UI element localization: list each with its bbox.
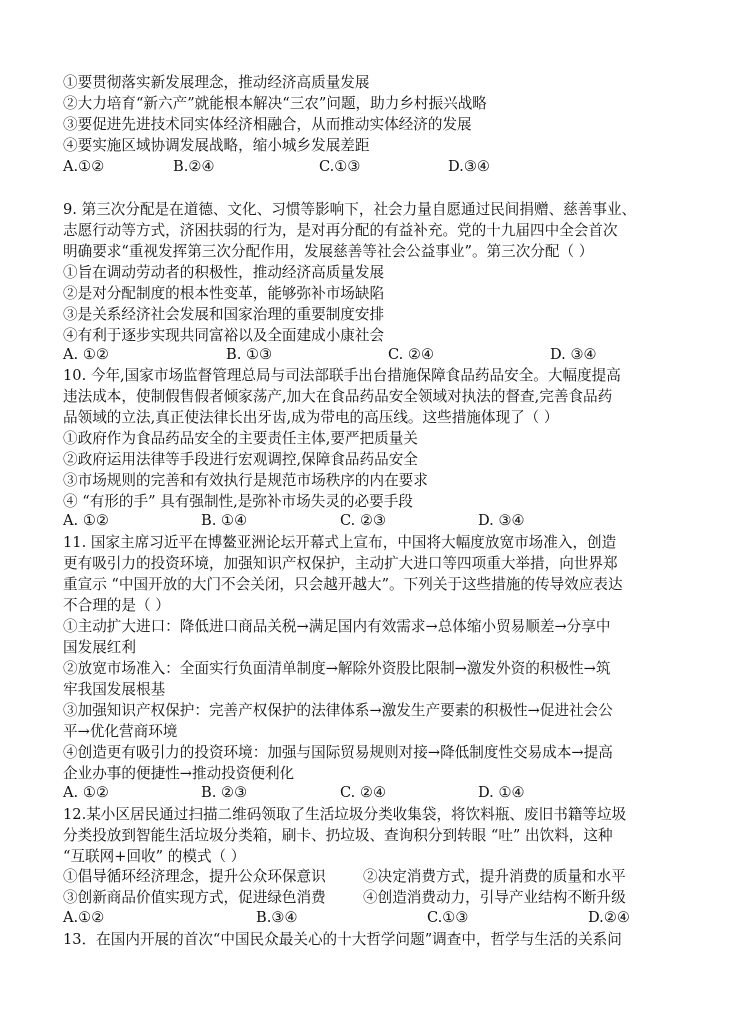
q13-stem-line-1: 13．在国内开展的首次“中国民众最关心的十大哲学问题”调查中，哲学与生活的关系问: [63, 931, 622, 948]
q11-stem-line-4: 不合理的是（ ）: [63, 597, 170, 614]
q12-statement-3: ③创新商品价值实现方式，促进绿色消费: [63, 889, 326, 906]
q9-stem-line-2: 志愿行动等方式，济困扶弱的行为，是对再分配的有益补充。党的十九届四中全会首次: [63, 222, 618, 239]
q12-stem-line-3: “互联网+回收” 的模式（ ）: [63, 848, 246, 865]
q10-stem-line-2: 违法成本，使制假售假者倾家荡产,加大在食品药品安全领域对执法的督查,完善食品药: [63, 388, 613, 405]
q9-statement-3: ③是关系经济社会发展和国家治理的重要制度安排: [63, 306, 385, 323]
q10-option-a: A. ①②: [63, 512, 109, 529]
q8-option-c: C.①③: [319, 158, 361, 175]
q12-option-a: A.①②: [63, 909, 105, 926]
q9-option-d: D. ③④: [550, 346, 597, 363]
q9-options: [63, 344, 681, 365]
q12-statement-1: ①倡导循环经济理念，提升公众环保意识: [63, 868, 326, 885]
q11-statement-2-line-1: ②放宽市场准入：全面实行负面清单制度→解除外资股比限制→激发外资的积极性→筑: [63, 660, 611, 677]
q10-option-b: B. ①④: [201, 512, 248, 529]
q10-option-c: C. ②③: [340, 512, 387, 529]
q9-option-b: B. ①③: [226, 346, 273, 363]
q11-option-b: B. ②③: [201, 784, 248, 801]
q12-statements-row-2: [63, 887, 681, 908]
q12-statement-4: ④创造消费动力，引导产业结构不断升级: [363, 889, 626, 906]
q12-options: [63, 907, 681, 928]
q9-stem-line-3: 明确要求“重视发挥第三次分配作用，发展慈善等社会公益事业”。第三次分配（ ）: [63, 243, 594, 260]
q11-statement-4-line-2: 企业办事的便捷性→推动投资便利化: [63, 765, 295, 782]
q11-option-a: A. ①②: [63, 784, 109, 801]
q12-stem-line-2: 分类投放到智能生活垃圾分类箱，刷卡、扔垃圾、查询积分到转眼 “吐” 出饮料，这种: [63, 827, 613, 844]
q9-stem-line-1: 9. 第三次分配是在道德、文化、习惯等影响下，社会力量自愿通过民间捐赠、慈善事业、: [63, 201, 637, 218]
q12-statement-2: ②决定消费方式，提升消费的质量和水平: [363, 868, 626, 885]
q11-statement-1-line-1: ①主动扩大进口：降低进口商品关税→满足国内有效需求→总体缩小贸易顺差→分享中: [63, 618, 611, 635]
q12-option-b: B.③④: [256, 909, 298, 926]
q11-statement-2-line-2: 牢我国发展根基: [63, 681, 166, 698]
q12-statements-row-1: [63, 866, 681, 887]
q11-option-c: C. ②④: [340, 784, 387, 801]
q8-options: [63, 156, 681, 177]
q12-option-c: C.①③: [427, 909, 469, 926]
q9-statement-2: ②是对分配制度的根本性变革，能够弥补市场缺陷: [63, 285, 385, 302]
q10-stem-line-3: 品领域的立法,真正使法律长出牙齿,成为带电的高压线。这些措施体现了（ ）: [63, 409, 559, 426]
q8-statement-4: ④要实施区域协调发展战略，缩小城乡发展差距: [63, 137, 370, 154]
q8-statement-2: ②大力培育“新六产”就能根本解决“三农”问题，助力乡村振兴战略: [63, 95, 487, 112]
q11-statement-3-line-2: 平→优化营商环境: [63, 723, 178, 740]
q11-option-d: D. ①④: [478, 784, 525, 801]
q10-statement-4: ④ “有形的手” 具有强制性,是弥补市场失灵的必要手段: [63, 493, 413, 510]
q11-stem-line-2: 更有吸引力的投资环境，加强知识产权保护，主动扩大进口等四项重大举措，向世界郑: [63, 555, 618, 572]
q8-option-b: B.②④: [173, 158, 215, 175]
q12-option-d: D.②④: [588, 909, 630, 926]
q9-option-c: C. ②④: [388, 346, 435, 363]
q10-statement-1: ①政府作为食品药品安全的主要责任主体,要严把质量关: [63, 430, 418, 447]
q11-statement-1-line-2: 国发展红利: [63, 639, 136, 656]
q10-options: [63, 510, 681, 531]
q8-statement-1: ①要贯彻落实新发展理念，推动经济高质量发展: [63, 74, 370, 91]
q11-options: [63, 782, 681, 803]
q9-statement-1: ①旨在调动劳动者的积极性，推动经济高质量发展: [63, 264, 385, 281]
q9-statement-4: ④有利于逐步实现共同富裕以及全面建成小康社会: [63, 327, 385, 344]
q9-option-a: A. ①②: [63, 346, 109, 363]
q11-statement-3-line-1: ③加强知识产权保护：完善产权保护的法律体系→激发生产要素的积极性→促进社会公: [63, 702, 613, 719]
q10-option-d: D. ③④: [478, 512, 525, 529]
q10-stem-line-1: 10. 今年,国家市场监督管理总局与司法部联手出台措施保障食品药品安全。大幅度提高: [63, 367, 621, 384]
q12-stem-line-1: 12.某小区居民通过扫描二维码领取了生活垃圾分类收集袋，将饮料瓶、废旧书籍等垃圾: [63, 806, 627, 823]
q10-statement-3: ③市场规则的完善和有效执行是规范市场秩序的内在要求: [63, 472, 428, 489]
q10-statement-2: ②政府运用法律等手段进行宏观调控,保障食品药品安全: [63, 451, 418, 468]
q11-stem-line-3: 重宣示 “中国开放的大门不会关闭，只会越开越大”。下列关于这些措施的传导效应表达: [63, 576, 623, 593]
q11-stem-line-1: 11. 国家主席习近平在博鳌亚洲论坛开幕式上宣布，中国将大幅度放宽市场准入，创造: [63, 534, 617, 551]
q8-option-d: D.③④: [448, 158, 490, 175]
q8-option-a: A.①②: [63, 158, 105, 175]
q8-statement-3: ③要促进先进技术同实体经济相融合，从而推动实体经济的发展: [63, 116, 472, 133]
q11-statement-4-line-1: ④创造更有吸引力的投资环境：加强与国际贸易规则对接→降低制度性交易成本→提高: [63, 744, 613, 761]
